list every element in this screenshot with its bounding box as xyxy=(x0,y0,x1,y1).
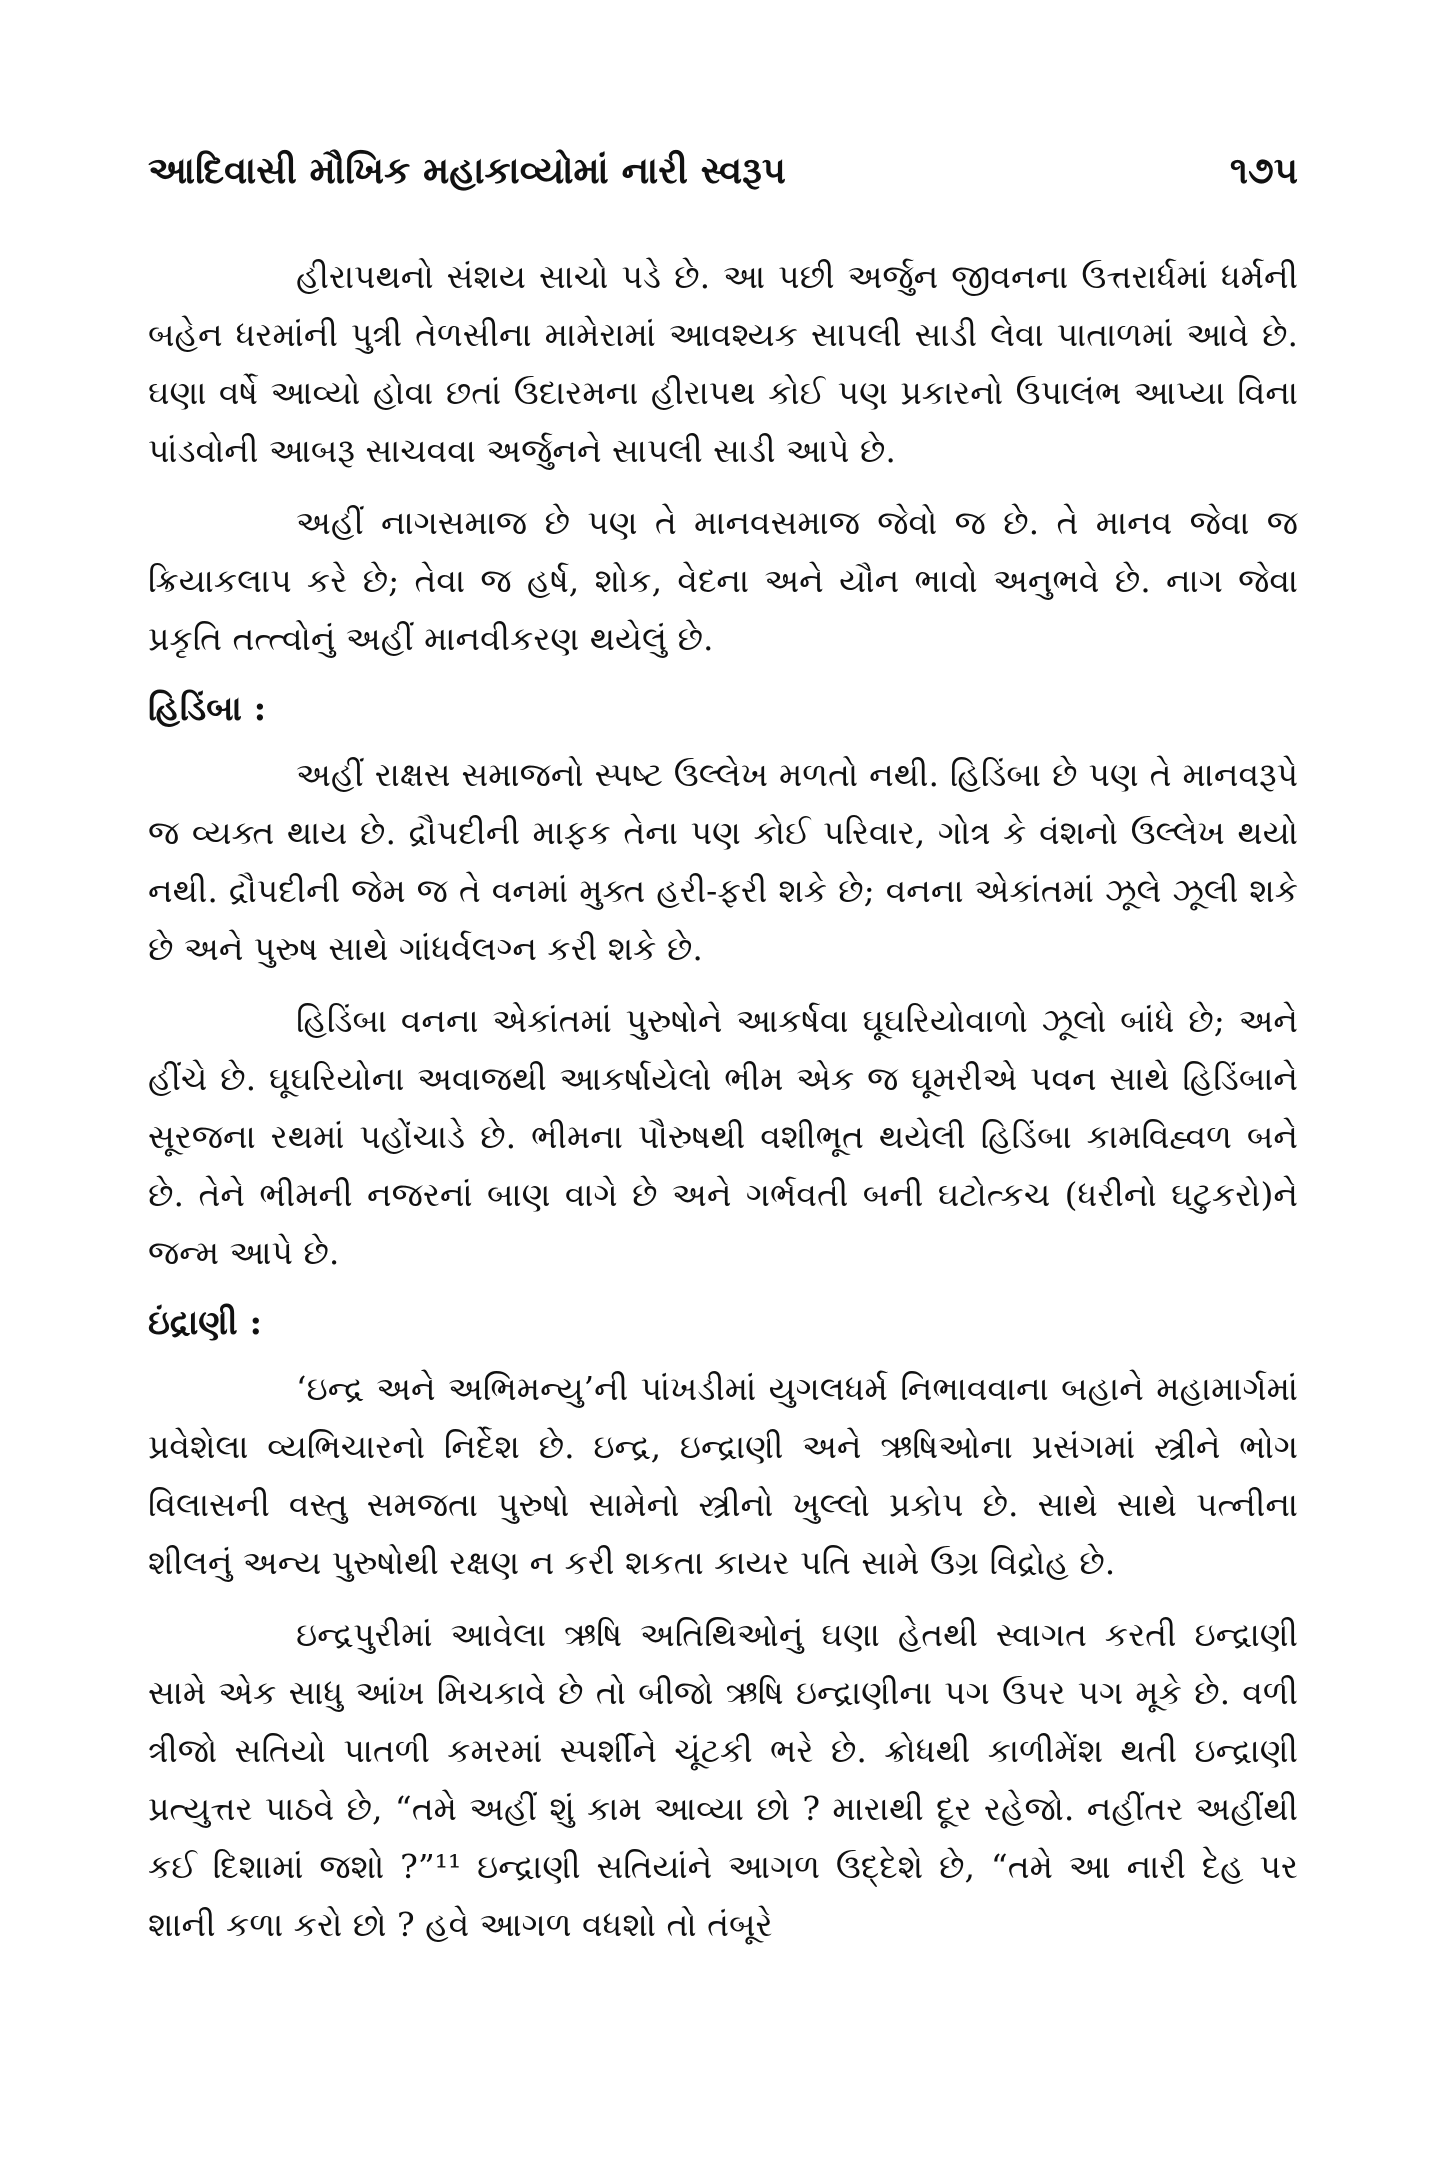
section-heading: હિડિંબા : xyxy=(148,689,267,729)
paragraph: હીરાપથનો સંશય સાચો પડે છે. આ પછી અર્જુન જીવનના ઉત્તરાર્ધમાં ધર્મની બહેન ધરમાંની પુત્રી તેળસીના મામેરામાં આવશ્યક સાપલી સાડી લેવા પાતાળમાં આવે છે. ઘણા વર્ષે આવ્યો હોવા છતાં ઉદારમના હીરાપથ કોઈ પણ પ્રકારનો ઉપાલંભ આપ્યા વિના પાંડવોની આબરૂ સાચવવા અર્જુનને સાપલી સાડી આપે છે. xyxy=(148,257,1298,470)
paragraph: ‘ઇન્દ્ર અને અભિમન્યુ’ની પાંખડીમાં યુગલધર્મ નિભાવવાના બહાને મહામાર્ગમાં પ્રવેશેલા વ્યભિચારનો નિર્દેશ છે. ઇન્દ્ર, ઇન્દ્રાણી અને ઋષિઓના પ્રસંગમાં સ્ત્રીને ભોગ વિલાસની વસ્તુ સમજતા પુરુષો સામેનો સ્ત્રીનો ખુલ્લો પ્રકોપ છે. સાથે સાથે પત્નીના શીલનું અન્ય પુરુષોથી રક્ષણ ન કરી શકતા કાયર પતિ સામે ઉગ્ર વિદ્રોહ છે. xyxy=(148,1369,1298,1582)
paragraph: અહીં નાગસમાજ છે પણ તે માનવસમાજ જેવો જ છે. તે માનવ જેવા જ ક્રિયાકલાપ કરે છે; તેવા જ હર્ષ, શોક, વેદના અને યૌન ભાવો અનુભવે છે. નાગ જેવા પ્રકૃતિ તત્ત્વોનું અહીં માનવીકરણ થયેલું છે. xyxy=(148,503,1298,658)
paragraph: ઇન્દ્રપુરીમાં આવેલા ઋષિ અતિથિઓનું ઘણા હેતથી સ્વાગત કરતી ઇન્દ્રાણી સામે એક સાધુ આંખ મિચકાવે છે તો બીજો ઋષિ ઇન્દ્રાણીના પગ ઉપર પગ મૂકે છે. વળી ત્રીજો સતિયો પાતળી કમરમાં સ્પર્શીને ચૂંટકી ભરે છે. ક્રોધથી કાળીમેંશ થતી ઇન્દ્રાણી પ્રત્યુત્તર પાઠવે છે, “તમે અહીં શું કામ આવ્યા છો ? મારાથી દૂર રહેજો. નહીંતર અહીંથી કઈ દિશામાં જશો ?”¹¹ ઇન્દ્રાણી સતિયાંને આગળ ઉદ્દેશે છે, “તમે આ નારી દેહ પર શાની કળા કરો છો ? હવે આગળ વધશો તો તંબૂરે xyxy=(148,1615,1298,1944)
paragraph: હિડિંબા વનના એકાંતમાં પુરુષોને આકર્ષવા ઘૂઘરિયોવાળો ઝૂલો બાંધે છે; અને હીંચે છે. ઘૂઘરિયોના અવાજથી આકર્ષાયેલો ભીમ એક જ ઘૂમરીએ પવન સાથે હિડિંબાને સૂરજના રથમાં પહોંચાડે છે. ભીમના પૌરુષથી વશીભૂત થયેલી હિડિંબા કામવિહ્વળ બને છે. તેને ભીમની નજરનાં બાણ વાગે છે અને ગર્ભવતી બની ઘટોત્કચ (ધરીનો ઘટુકરો)ને જન્મ આપે છે. xyxy=(148,1001,1299,1272)
page-body xyxy=(148,248,1298,1954)
paragraph: અહીં રાક્ષસ સમાજનો સ્પષ્ટ ઉલ્લેખ મળતો નથી. હિડિંબા છે પણ તે માનવરૂપે જ વ્યક્ત થાય છે. દ્રૌપદીની માફક તેના પણ કોઈ પરિવાર, ગોત્ર કે વંશનો ઉલ્લેખ થયો નથી. દ્રૌપદીની જેમ જ તે વનમાં મુક્ત હરી-ફરી શકે છે; વનના એકાંતમાં ઝૂલે ઝૂલી શકે છે અને પુરુષ સાથે ગાંધર્વલગ્ન કરી શકે છે. xyxy=(148,755,1298,968)
section-heading: ઇંદ્રાણી : xyxy=(148,1303,263,1343)
running-header xyxy=(148,148,1298,193)
chapter-title: આદિવાસી મૌખિક મહાકાવ્યોમાં નારી સ્વરૂપ xyxy=(148,148,786,192)
page-number: ૧૭૫ xyxy=(1229,148,1298,192)
